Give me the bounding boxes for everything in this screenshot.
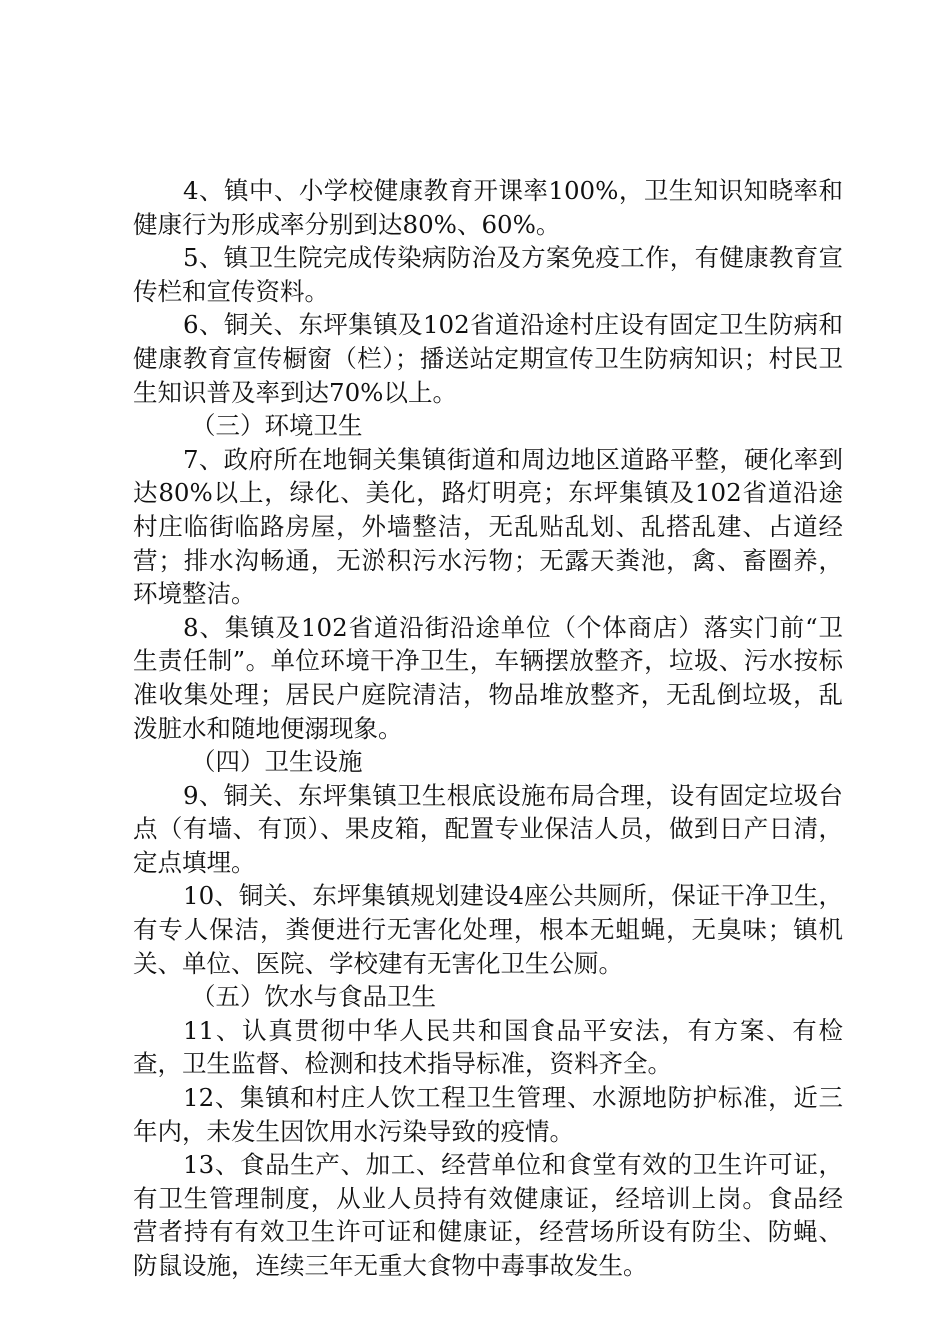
section-heading-environment: （三）环境卫生	[191, 411, 363, 441]
document-body	[133, 174, 843, 1283]
paragraph-item-8: 8、集镇及102省道沿街沿途单位（个体商店）落实门前“卫生责任制”。单位环境干净卫生，车辆摆放整齐，垃圾、污水按标准收集处理；居民户庭院清洁，物品堆放整齐，无乱倒垃圾，乱泼脏水和随地便溺现象。	[133, 612, 843, 743]
paragraph-item-13: 13、食品生产、加工、经营单位和食堂有效的卫生许可证，有卫生管理制度，从业人员持有效健康证，经培训上岗。食品经营者持有有效卫生许可证和健康证，经营场所设有防尘、防蝇、防鼠设施，连续三年无重大食物中毒事故发生。	[133, 1150, 843, 1280]
paragraph-item-5: 5、镇卫生院完成传染病防治及方案免疫工作，有健康教育宣传栏和宣传资料。	[133, 243, 843, 306]
paragraph-item-11: 11、认真贯彻中华人民共和国食品平安法，有方案、有检查，卫生监督、检测和技术指导标准，资料齐全。	[133, 1015, 843, 1079]
paragraph-item-9: 9、铜关、东坪集镇卫生根底设施布局合理，设有固定垃圾台点（有墙、有顶）、果皮箱，配置专业保洁人员，做到日产日清，定点填埋。	[133, 780, 843, 877]
section-heading-water-food: （五）饮水与食品卫生	[191, 982, 436, 1012]
paragraph-item-10: 10、铜关、东坪集镇规划建设4座公共厕所，保证干净卫生，有专人保洁，粪便进行无害化处理，根本无蛆蝇，无臭味；镇机关、单位、医院、学校建有无害化卫生公厕。	[133, 881, 843, 978]
paragraph-item-4: 4、镇中、小学校健康教育开课率100%，卫生知识知晓率和健康行为形成率分别到达80%、60%。	[133, 176, 843, 239]
paragraph-item-6: 6、铜关、东坪集镇及102省道沿途村庄设有固定卫生防病和健康教育宣传橱窗（栏）；播送站定期宣传卫生防病知识；村民卫生知识普及率到达70%以上。	[133, 310, 843, 407]
paragraph-item-12: 12、集镇和村庄人饮工程卫生管理、水源地防护标准，近三年内，未发生因饮用水污染导致的疫情。	[133, 1083, 843, 1146]
section-heading-facilities: （四）卫生设施	[191, 747, 363, 777]
paragraph-item-7: 7、政府所在地铜关集镇街道和周边地区道路平整，硬化率到达80%以上，绿化、美化，路灯明亮；东坪集镇及102省道沿途村庄临街临路房屋，外墙整洁，无乱贴乱划、乱搭乱建、占道经营；排水沟畅通，无淤积污水污物；无露天粪池，禽、畜圈养，环境整洁。	[133, 444, 843, 609]
